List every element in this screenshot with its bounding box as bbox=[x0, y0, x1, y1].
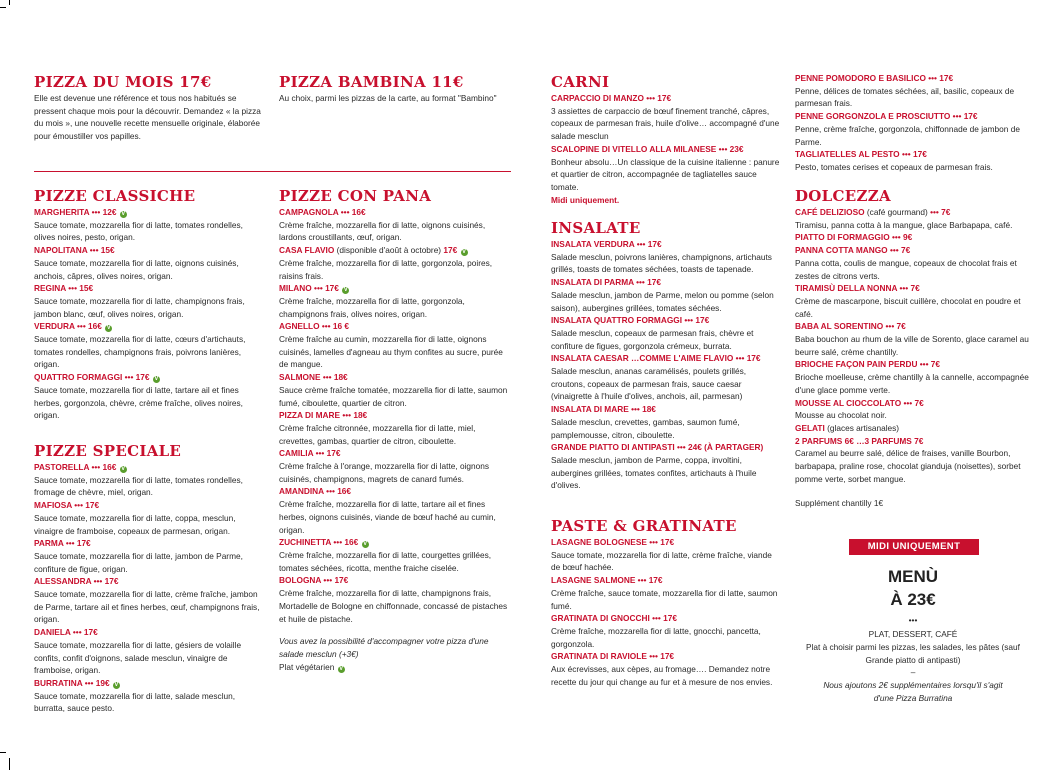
menu-item-name: INSALATA DI MARE bbox=[551, 404, 629, 415]
menu-item bbox=[551, 276, 781, 314]
menu-item-price: ••• 17€ bbox=[124, 372, 150, 383]
menu-item-name: PIATTO DI FORMAGGIO bbox=[795, 232, 890, 243]
menu-item-price: ••• 17€ bbox=[928, 73, 954, 83]
menu-item-title bbox=[279, 536, 511, 549]
menu-item-description: Sauce tomate, mozzarella fior di latte, tomates rondelles, olives noires, pesto, origan. bbox=[34, 219, 243, 243]
menu-item-description: Brioche moelleuse, crème chantilly à la cannelle, accompagnée d'une glace pomme verte. bbox=[795, 372, 1029, 395]
menu-item-price: ••• 24€ (À PARTAGER) bbox=[677, 442, 764, 453]
menu-item-price: ••• 17€ bbox=[636, 239, 662, 249]
menu-item-title bbox=[34, 244, 266, 257]
menu-item-title bbox=[795, 72, 1031, 85]
section-pizza-du-mois bbox=[34, 74, 266, 143]
menu-item-title bbox=[279, 447, 511, 460]
menu-item-title bbox=[795, 282, 1031, 295]
menu-item-description: Crème de mascarpone, biscuit cuillère, chocolat en poudre et café. bbox=[795, 295, 1021, 319]
menu-item-description: Pesto, tomates cerises et copeaux de parmesan frais. bbox=[795, 161, 993, 172]
menu-item bbox=[795, 148, 1031, 173]
menu-item-price: ••• 23€ bbox=[718, 143, 744, 154]
menu-item-name: TAGLIATELLES AL PESTO bbox=[795, 149, 900, 160]
menu-item-price: ••• 18€ bbox=[342, 410, 368, 421]
menu-item bbox=[551, 314, 781, 352]
menu-item-description: Sauce crème fraîche tomatée, mozzarella fior di latte, saumon fumé, ciboulette, quartier de citron. bbox=[279, 384, 508, 408]
section-pizze-classiche bbox=[34, 188, 266, 422]
menu-item-description: Sauce tomate, mozzarella fior di latte, coppa, mesclun, vinaigre de framboise, copeaux de parmesan, origan. bbox=[34, 512, 236, 536]
menu-item-price: ••• 16€ bbox=[326, 486, 352, 497]
menu-item-description: Salade mesclun, copeaux de parmesan frais, chèvre et confiture de figues, gorgonzola crémeux, burrata. bbox=[551, 327, 754, 351]
menu-item bbox=[279, 536, 511, 574]
menu-item-title bbox=[34, 499, 266, 512]
midi-note: Midi uniquement. bbox=[551, 194, 620, 205]
menu-item-price: ••• 17€ bbox=[636, 277, 661, 288]
menu-item-title bbox=[551, 352, 781, 365]
menu-item bbox=[34, 499, 266, 537]
menu-item-title bbox=[795, 397, 1031, 410]
menu-item bbox=[279, 244, 511, 282]
menu-item-title bbox=[551, 574, 781, 587]
menu-item-price: ••• 17€ bbox=[652, 613, 677, 624]
section-title: DOLCEZZA bbox=[795, 187, 891, 205]
menu-dash: – bbox=[910, 667, 916, 677]
menu-item-name: CAMPAGNOLA bbox=[279, 207, 339, 217]
menu-item-name: INSALATA CAESAR …COMME L'AIME FLAVIO bbox=[551, 353, 734, 364]
menu-item-price: ••• 17€ bbox=[684, 315, 710, 326]
menu-item bbox=[34, 537, 266, 575]
menu-item-price: ••• 19€ bbox=[84, 677, 110, 688]
menu-item-name: PENNE POMODORO E BASILICO bbox=[795, 73, 926, 83]
menu-item bbox=[795, 244, 1031, 282]
menu-item bbox=[795, 320, 1031, 358]
menu-item bbox=[279, 409, 511, 447]
menu-item-price: ••• 16€ bbox=[333, 537, 359, 548]
menu-item-description: Panna cotta, coulis de mangue, copeaux de chocolat frais et zestes de citrons verts. bbox=[795, 257, 1017, 281]
menu-item-name: CAFÉ DELIZIOSO bbox=[795, 207, 865, 217]
menu-item-description: Crème fraîche, mozzarella fior di latte, tartare ail et fines herbes, oignons cuisinés, viande de bœuf haché au cumin, origan. bbox=[279, 499, 496, 535]
menu-item-price: ••• 12€ bbox=[91, 207, 117, 217]
menu-item-price: ••• 17€ bbox=[637, 575, 663, 586]
menu-item-title bbox=[795, 435, 1031, 448]
menu-item-description: Sauce tomate, mozzarella fior di latte, salade mesclun, burratta, sauce pesto. bbox=[34, 690, 236, 714]
menu-item bbox=[551, 403, 781, 441]
menu-item bbox=[795, 358, 1031, 396]
menu-item-name: BOLOGNA bbox=[279, 575, 322, 586]
menu-item-title bbox=[551, 276, 781, 289]
menu-item-title bbox=[551, 403, 781, 416]
menu-item-price: ••• 17€ bbox=[646, 93, 672, 103]
menu-item bbox=[279, 206, 511, 244]
menu-item-title bbox=[279, 485, 511, 498]
section-pizza-bambina bbox=[279, 74, 511, 105]
menu-item-name: PENNE GORGONZOLA E PROSCIUTTO bbox=[795, 111, 951, 122]
menu-item-price: ••• 17€ bbox=[74, 500, 100, 511]
menu-item-title bbox=[279, 206, 511, 219]
menu-item-description: Bonheur absolu…Un classique de la cuisine italienne : panure et quartier de citron, accompagnée de tagliatelles sauce tomate. bbox=[551, 156, 780, 192]
crop-mark bbox=[0, 752, 6, 753]
menu-item-title bbox=[551, 92, 781, 105]
section-insalate bbox=[551, 220, 781, 492]
menu-item-name: AGNELLO bbox=[279, 321, 320, 332]
menu-item bbox=[795, 422, 1031, 435]
menu-item-title bbox=[551, 650, 781, 663]
section-text: Au choix, parmi les pizzas de la carte, au format "Bambino" bbox=[279, 93, 497, 103]
menu-item-description: Sauce tomate, mozzarella fior di latte, champignons frais, jambon blanc, œuf, olives noires, origan. bbox=[34, 295, 245, 319]
menu-item bbox=[34, 244, 266, 282]
menu-item-title bbox=[279, 320, 511, 333]
salad-note: Vous avez la possibilité d'accompagner votre pizza d'une salade mesclun (+3€) bbox=[279, 636, 489, 659]
veg-icon: V bbox=[343, 287, 348, 294]
section-pizze-con-pana bbox=[279, 188, 511, 673]
menu-item-name: SCALOPINE DI VITELLO ALLA MILANESE bbox=[551, 143, 717, 154]
menu-item bbox=[279, 447, 511, 485]
menu-item-price: ••• 7€ bbox=[903, 397, 924, 408]
menu-item-title bbox=[795, 206, 1031, 219]
menu-item bbox=[551, 352, 781, 403]
menu-item bbox=[34, 461, 266, 499]
menu-item bbox=[551, 92, 781, 143]
menu-item-name: LASAGNE BOLOGNESE bbox=[551, 537, 647, 547]
menu-item-price: ••• 18€ bbox=[631, 404, 656, 415]
veg-icon: V bbox=[114, 681, 119, 688]
menu-item-title bbox=[551, 612, 781, 625]
section-title: PIZZE CLASSICHE bbox=[34, 187, 196, 205]
menu-item-description: Crème fraîche, mozzarella fior di latte, gorgonzola, poires, raisins frais. bbox=[279, 257, 493, 281]
menu-item-title bbox=[551, 143, 781, 156]
menu-item-description: Tiramisu, panna cotta à la mangue, glace Barbapapa, café. bbox=[795, 219, 1013, 230]
menu-item-description: 3 assiettes de carpaccio de bœuf finement tranché, câpres, copeaux de parmesan frais, huile d'olive… accompagné d'une salade mesclun bbox=[551, 105, 780, 142]
chantilly-note: Supplément chantilly 1€ bbox=[795, 498, 884, 509]
menu-item-description: Sauce tomate, mozzarella fior di latte, oignons cuisinés, anchois, câpres, olives noires, origan. bbox=[34, 257, 239, 281]
menu-item-price: ••• 17€ bbox=[65, 538, 91, 549]
menu-item-description: Sauce tomate, mozzarella fior di latte, tartare ail et fines herbes, gorgonzola, chèvre, crème fraîche, olives noires, origan. bbox=[34, 384, 243, 421]
section-text: Elle est devenue une référence et tous nos habitués se pressent chaque mois pour la découvrir. Demandez « la pizza du mois », une nouvelle recette mensuelle originale, élaborée pour émoustiller vos papilles. bbox=[34, 93, 261, 142]
veg-legend bbox=[279, 661, 511, 674]
menu-item-name: INSALATA VERDURA bbox=[551, 239, 635, 249]
menu-item-price: ••• 16€ bbox=[91, 462, 117, 472]
menu-item-name: VERDURA bbox=[34, 321, 75, 332]
menu-item bbox=[279, 574, 511, 625]
menu-item bbox=[795, 206, 1031, 231]
menu-item-description: Salade mesclun, crevettes, gambas, saumon fumé, pamplemousse, citron, ciboulette. bbox=[551, 416, 740, 440]
menu-item-title bbox=[795, 110, 1031, 123]
menu-item-name: INSALATA DI PARMA bbox=[551, 277, 634, 288]
menu-item-name: SALMONE bbox=[279, 372, 321, 383]
menu-item-title bbox=[34, 626, 266, 639]
menu-item-title bbox=[279, 282, 511, 295]
menu-item-description: Salade mesclun, poivrons lanières, champignons, artichauts grillés, toasts de tomates séchées, toasts de tapenade. bbox=[551, 251, 772, 275]
menu-item-price: ••• 7€ bbox=[885, 321, 906, 332]
menu-item-title bbox=[34, 320, 266, 333]
menu-courses: PLAT, DESSERT, CAFÉ bbox=[868, 629, 958, 639]
menu-item-name: 2 PARFUMS 6€ bbox=[795, 435, 854, 446]
menu-item-name: DANIELA bbox=[34, 627, 71, 638]
menu-item-description: Penne, crème fraîche, gorgonzola, chiffonnade de jambon de Parme. bbox=[795, 123, 1020, 147]
menu-item bbox=[795, 231, 1031, 244]
menu-item-description: Crème fraîche à l'orange, mozzarella fior di latte, oignons cuisinés, champignons, magrets de canard fumés. bbox=[279, 461, 490, 484]
menu-item-name: BABA AL SORENTINO bbox=[795, 321, 884, 332]
menu-item-name: GELATI bbox=[795, 422, 825, 433]
menu-item-name: ZUCHINETTA bbox=[279, 537, 332, 548]
section-title: PIZZA BAMBINA 11€ bbox=[279, 73, 464, 91]
menu-item-title bbox=[34, 206, 266, 219]
menu-item-name: CARPACCIO DI MANZO bbox=[551, 93, 644, 103]
section-title: PIZZA DU MOIS 17€ bbox=[34, 73, 212, 91]
menu-item bbox=[795, 110, 1031, 148]
menu-item bbox=[551, 650, 781, 688]
crop-mark bbox=[9, 0, 10, 5]
menu-item bbox=[551, 612, 781, 650]
menu-item-name: PARMA bbox=[34, 538, 64, 549]
menu-item-price: ••• 17€ bbox=[314, 283, 339, 294]
menu-item-price: ••• 18€ bbox=[322, 372, 348, 383]
menu-title-line1: MENÙ bbox=[887, 567, 939, 586]
menu-item-name: PANNA COTTA MANGO bbox=[795, 245, 888, 256]
menu-item-description: Sauce tomate, mozzarella fior di latte, tomates rondelles, fromage de chèvre, miel, origan. bbox=[34, 474, 243, 498]
section-title: PIZZE SPECIALE bbox=[34, 442, 182, 460]
menu-item bbox=[34, 282, 266, 320]
menu-item-price: …3 PARFUMS 7€ bbox=[856, 435, 924, 446]
section-carni bbox=[551, 74, 781, 206]
menu-item-description: Crème fraîche au cumin, mozzarella fior di latte, oignons cuisinés, lamelles d'agneau au thym confites au sucre, purée de mangue. bbox=[279, 334, 503, 370]
section-title: PIZZE CON PANA bbox=[279, 187, 432, 205]
menu-item-price: ••• 17€ bbox=[323, 575, 349, 586]
menu-item-description: Salade mesclun, jambon de Parme, coppa, involtini, aubergines grillées, tomates confites, artichauts à l'huile d'olives. bbox=[551, 454, 757, 491]
menu-item bbox=[34, 575, 266, 626]
menu-item bbox=[795, 435, 1031, 486]
menu-item-price: ••• 7€ bbox=[930, 207, 951, 217]
menu-item-name: BURRATINA bbox=[34, 677, 83, 688]
menu-item-title bbox=[279, 371, 511, 384]
veg-icon: V bbox=[121, 466, 126, 472]
menu-item-description: Salade mesclun, jambon de Parme, melon ou pomme (selon saison), aubergines grillées, tomates séchées. bbox=[551, 289, 774, 313]
menu-item-name: BRIOCHE FAÇON PAIN PERDU bbox=[795, 359, 918, 370]
menu-item bbox=[551, 238, 781, 276]
menu-item-title bbox=[551, 441, 781, 454]
menu-item-name: MAFIOSA bbox=[34, 500, 72, 511]
menu-item-description: Baba bouchon au rhum de la ville de Sorento, glace caramel au beurre salé, crème chantilly. bbox=[795, 334, 1029, 357]
menu-item-title bbox=[34, 461, 266, 474]
menu-item-price: ••• 17€ bbox=[952, 111, 978, 122]
menu-item-description: Salade mesclun, ananas caramélisés, poulets grillés, croutons, copeaux de parmesan frais, sauce caesar (vinaigrette à l'huile d'olives, anchois, ail, parmesan) bbox=[551, 366, 747, 402]
menu-item-description: Penne, délices de tomates séchées, ail, basilic, copeaux de parmesan frais. bbox=[795, 85, 1015, 109]
crop-mark bbox=[0, 7, 6, 8]
menu-item-price: ••• 15€ bbox=[68, 283, 94, 294]
menu-item-description: Sauce tomate, mozzarella fior di latte, crème fraîche, viande de bœuf hachée. bbox=[551, 549, 772, 573]
menu-item-price: ••• 17€ bbox=[735, 353, 761, 364]
menu-item-name: NAPOLITANA bbox=[34, 245, 88, 256]
menu-item bbox=[34, 206, 266, 244]
menu-item-name: PIZZA DI MARE bbox=[279, 410, 340, 421]
menu-burratina-note: Nous ajoutons 2€ supplémentaires lorsqu'il s'agit d'une Pizza Burratina bbox=[823, 680, 1003, 703]
section-dolcezza bbox=[795, 188, 1031, 510]
menu-item-name: ALESSANDRA bbox=[34, 576, 92, 587]
menu-item-title bbox=[795, 231, 1031, 244]
menu-item-extra: (glaces artisanales) bbox=[827, 422, 900, 433]
menu-item-price: ••• 17€ bbox=[649, 651, 675, 662]
menu-item-description: Sauce tomate, mozzarella fior di latte, crème fraîche, jambon de Parme, tartare ail et fines herbes, œuf, champignons frais, origan. bbox=[34, 589, 260, 625]
menu-item-title bbox=[795, 320, 1031, 333]
menu-item-name: MILANO bbox=[279, 283, 312, 294]
menu-item-title bbox=[279, 409, 511, 422]
section-divider bbox=[34, 171, 511, 172]
menu-item-name: LASAGNE SALMONE bbox=[551, 575, 636, 586]
menu-item-description: Sauce tomate, mozzarella fior di latte, jambon de Parme, confiture de figue, origan. bbox=[34, 550, 243, 574]
menu-item-description: Crème fraîche, mozzarella fior di latte, oignons cuisinés, lardons croustillants, œuf, origan. bbox=[279, 219, 486, 243]
menu-item-description: Crème fraîche, mozzarella fior di latte, gorgonzola, champignons frais, olives noires, origan. bbox=[279, 295, 465, 319]
menu-item-name: INSALATA QUATTRO FORMAGGI bbox=[551, 315, 683, 326]
menu-item bbox=[795, 282, 1031, 320]
menu-item-name: GRATINATA DI RAVIOLE bbox=[551, 651, 647, 662]
menu-item-price: ••• 17€ bbox=[72, 627, 98, 638]
menu-choice: Plat à choisir parmi les pizzas, les salades, les pâtes (sauf Grande piatto di antipasti) bbox=[806, 642, 1020, 665]
menu-item-description: Crème fraîche, mozzarella fior di latte, champignons frais, Mortadelle de Bologne en chiffonnade, concassé de pistaches et huile de pistache. bbox=[279, 588, 508, 624]
menu-item-description: Sauce tomate, mozzarella fior di latte, cœurs d'artichauts, tomates rondelles, champignons frais, poivrons lanières, origan. bbox=[34, 334, 246, 370]
menu-item-price: ••• 16€ bbox=[340, 207, 366, 217]
menu-item-description: Crème fraîche, mozzarella fior di latte, courgettes grillées, tomates séchées, ricotta, menthe fraiche ciselée. bbox=[279, 549, 492, 573]
menu-item bbox=[279, 282, 511, 320]
menu-item bbox=[551, 536, 781, 574]
menu-item-name: REGINA bbox=[34, 283, 66, 294]
menu-item-price: ••• 15€ bbox=[89, 245, 115, 256]
menu-item-name: QUATTRO FORMAGGI bbox=[34, 372, 123, 383]
midi-uniquement-badge: MIDI UNIQUEMENT bbox=[849, 539, 979, 555]
menu-item-name: AMANDINA bbox=[279, 486, 324, 497]
menu-item bbox=[34, 626, 266, 677]
menu-item-title bbox=[795, 422, 1031, 435]
menu-item bbox=[34, 677, 266, 715]
menu-item-name: CAMILIA bbox=[279, 448, 314, 459]
menu-item-title bbox=[551, 536, 781, 549]
menu-item-price: ••• 7€ bbox=[889, 245, 911, 256]
menu-item-extra: (café gourmand) bbox=[866, 207, 928, 217]
menu-item-extra: (disponible d'août à octobre) bbox=[336, 245, 442, 256]
section-title: PASTE & GRATINATE bbox=[551, 517, 737, 535]
menu-item-description: Crème fraîche, sauce tomate, mozzarella fior di latte, saumon fumé. bbox=[551, 587, 778, 611]
menu-item-title bbox=[34, 575, 266, 588]
menu-item-name: MOUSSE AL CIOCCOLATO bbox=[795, 397, 902, 408]
menu-item bbox=[551, 441, 781, 492]
menu-item-description: Crème fraîche, mozzarella fior di latte, gnocchi, pancetta, gorgonzola. bbox=[551, 625, 761, 649]
menu-item-name: CASA FLAVIO bbox=[279, 245, 335, 256]
menu-item-description: Mousse au chocolat noir. bbox=[795, 410, 887, 421]
crop-mark bbox=[9, 758, 10, 770]
menu-item-title bbox=[34, 537, 266, 550]
menu-item-name: GRANDE PIATTO DI ANTIPASTI bbox=[551, 442, 675, 453]
menu-item-price: ••• 16 € bbox=[321, 321, 350, 332]
veg-legend-label: Plat végétarien bbox=[279, 661, 335, 672]
menu-item-description: Aux écrevisses, aux cèpes, au fromage…. Demandez notre recette du jour qui change au fur et à mesure de nos envies. bbox=[551, 664, 773, 687]
menu-item-price: ••• 7€ bbox=[919, 359, 941, 370]
veg-icon: V bbox=[121, 211, 126, 217]
menu-item-title bbox=[34, 282, 266, 295]
menu-item-price: ••• 17€ bbox=[315, 448, 341, 459]
menu-item-price: ••• 16€ bbox=[77, 321, 102, 332]
menu-item-price: ••• 7€ bbox=[899, 283, 920, 294]
menu-item-description: Sauce tomate, mozzarella fior di latte, gésiers de volaille confits, confit d'oignons, salade mesclun, vinaigre de framboise, origan. bbox=[34, 639, 242, 676]
menu-item bbox=[279, 485, 511, 536]
menu-item-price: ••• 9€ bbox=[891, 232, 913, 243]
menu-item-title bbox=[34, 677, 266, 690]
veg-icon: V bbox=[462, 249, 467, 256]
section-pizze-speciale bbox=[34, 443, 266, 715]
menu-item-name: TIRAMISÙ DELLA NONNA bbox=[795, 283, 898, 294]
section-penne bbox=[795, 72, 1031, 174]
section-title: CARNI bbox=[551, 73, 610, 91]
section-paste bbox=[551, 518, 781, 688]
menu-item-description: Crème fraîche citronnée, mozzarella fior di latte, miel, crevettes, gambas, quartier de citron, ciboulette. bbox=[279, 422, 476, 446]
menu-item bbox=[795, 397, 1031, 422]
menu-item bbox=[279, 320, 511, 371]
menu-item-price: 17€ bbox=[443, 245, 458, 256]
menu-item-title bbox=[34, 371, 266, 384]
menu-item-name: PASTORELLA bbox=[34, 462, 90, 472]
menu-item bbox=[795, 72, 1031, 110]
menu-item-name: MARGHERITA bbox=[34, 207, 90, 217]
menu-item-title bbox=[551, 314, 781, 327]
menu-dots: ••• bbox=[908, 615, 918, 625]
menu-item bbox=[551, 574, 781, 612]
menu-item-price: ••• 17€ bbox=[901, 149, 927, 160]
menu-item-title bbox=[279, 244, 511, 257]
menu-item-name: GRATINATA DI GNOCCHI bbox=[551, 613, 650, 624]
menu-item-title bbox=[279, 574, 511, 587]
veg-icon: V bbox=[363, 541, 368, 548]
menu-item bbox=[551, 143, 781, 194]
section-title: INSALATE bbox=[551, 219, 641, 237]
veg-icon: V bbox=[106, 325, 111, 332]
menu-item bbox=[279, 371, 511, 409]
veg-icon: V bbox=[339, 665, 344, 672]
menu-item-title bbox=[551, 238, 781, 251]
menu-item-price: ••• 17€ bbox=[649, 537, 675, 547]
menu-item-title bbox=[795, 148, 1031, 161]
menu-item-price: ••• 17€ bbox=[93, 576, 119, 587]
menu-item-title bbox=[795, 244, 1031, 257]
menu-title-line2: À 23€ bbox=[890, 590, 936, 609]
menu-item-description: Caramel au beurre salé, délice de fraises, vanille Bourbon, barbapapa, praline rose, chocolat gianduja (noisettes), sorbet pomme verte, sorbet mangue. bbox=[795, 448, 1021, 484]
menu-item-title bbox=[795, 358, 1031, 371]
menu-item bbox=[34, 320, 266, 371]
veg-icon: V bbox=[154, 376, 159, 383]
menu-item bbox=[34, 371, 266, 422]
